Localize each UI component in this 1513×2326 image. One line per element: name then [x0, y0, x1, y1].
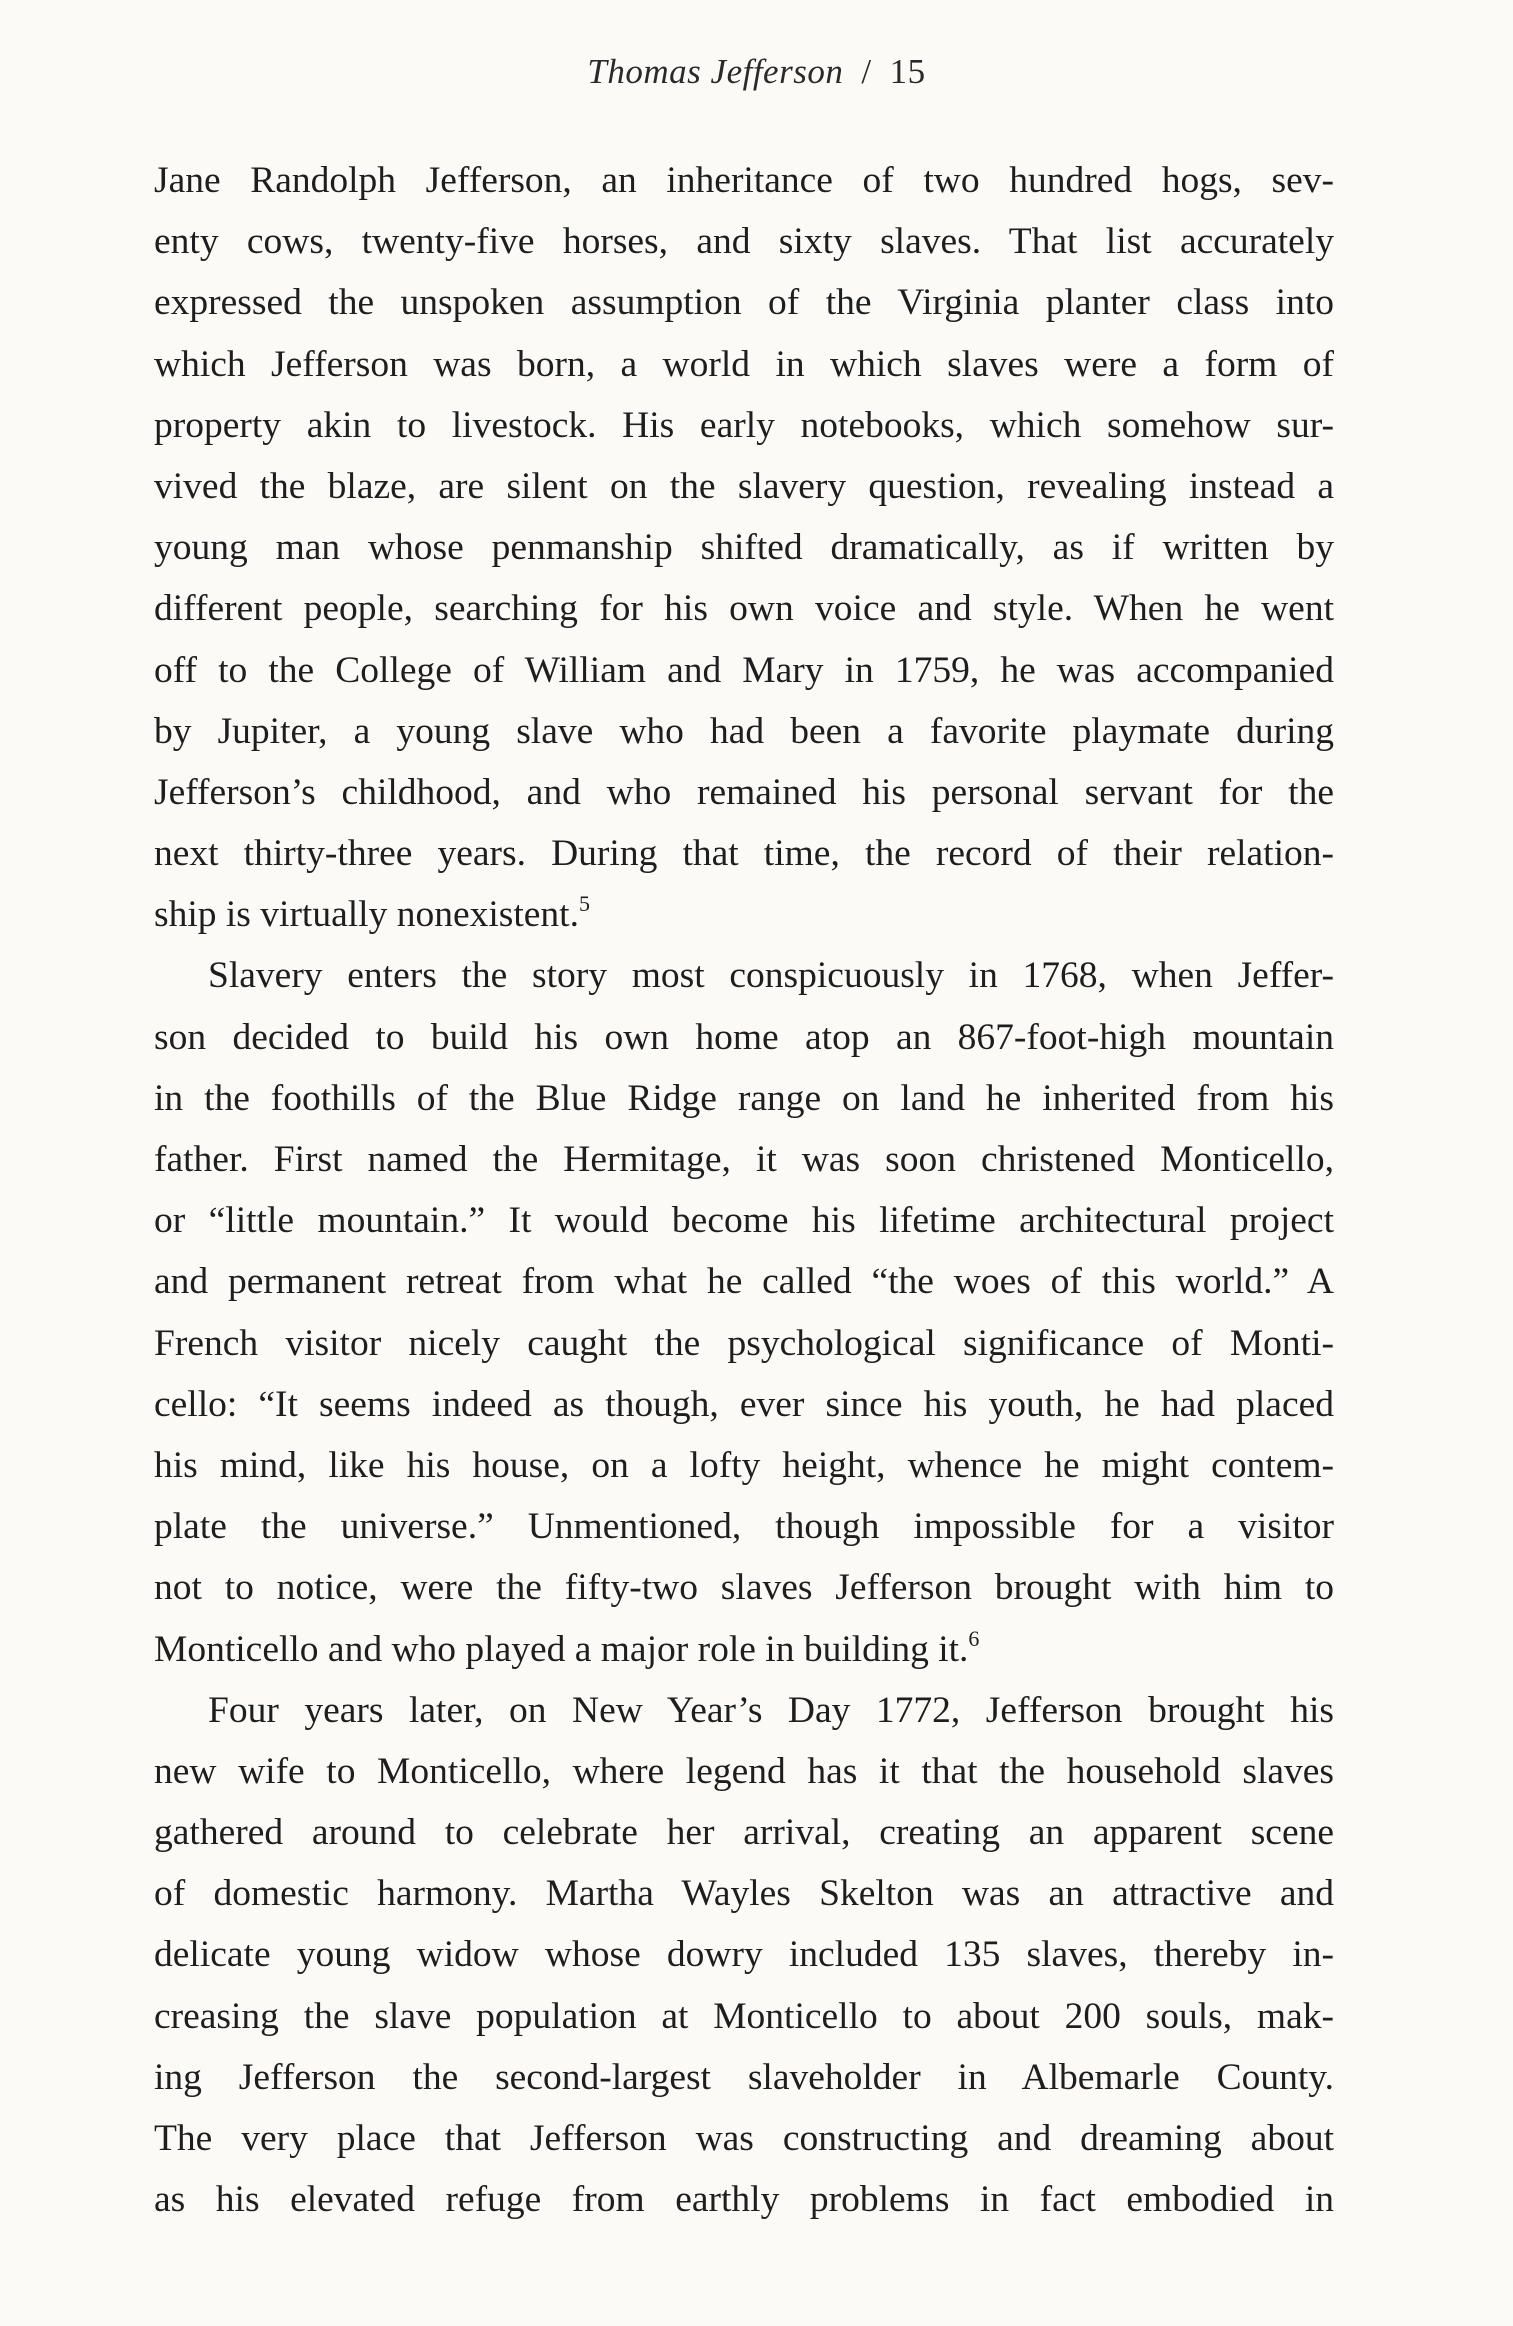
text-line: vived the blaze, are silent on the slavery question, revealing instead a [154, 465, 1334, 507]
text-line: next thirty-three years. During that time, the record of their relation- [154, 833, 1334, 875]
text-line-last [154, 1619, 1334, 1680]
text-line: cello: “It seems indeed as though, ever since his youth, he had placed [154, 1383, 1334, 1425]
text-line: as his elevated refuge from earthly problems in fact embodied in [154, 2179, 1334, 2221]
text-line-content: Monticello and who played a major role in building it. [154, 1628, 969, 1670]
text-line: young man whose penmanship shifted dramatically, as if written by [154, 527, 1334, 569]
text-line: Jefferson’s childhood, and who remained his personal servant for the [154, 771, 1334, 813]
text-line: new wife to Monticello, where legend has it that the household slaves [154, 1750, 1334, 1792]
text-line: of domestic harmony. Martha Wayles Skelton was an attractive and [154, 1873, 1334, 1915]
text-line: Four years later, on New Year’s Day 1772, Jefferson brought his [208, 1689, 1334, 1731]
text-line: in the foothills of the Blue Ridge range on land he inherited from his [154, 1077, 1334, 1119]
text-line: gathered around to celebrate her arrival, creating an apparent scene [154, 1812, 1334, 1854]
running-title: Thomas Jefferson [587, 52, 844, 91]
text-line: which Jefferson was born, a world in which slaves were a form of [154, 343, 1334, 385]
text-line: off to the College of William and Mary in 1759, he was accompanied [154, 649, 1334, 691]
running-header [0, 52, 1513, 92]
body-text [154, 150, 1334, 2230]
text-line: property akin to livestock. His early notebooks, which somehow sur- [154, 404, 1334, 446]
text-line: ing Jefferson the second-largest slaveholder in Albemarle County. [154, 2056, 1334, 2098]
text-line: Slavery enters the story most conspicuously in 1768, when Jeffer- [208, 955, 1334, 997]
text-line: delicate young widow whose dowry included 135 slaves, thereby in- [154, 1934, 1334, 1976]
text-line: father. First named the Hermitage, it was soon christened Monticello, [154, 1139, 1334, 1180]
footnote-marker: 5 [578, 891, 590, 917]
text-line: different people, searching for his own voice and style. When he went [154, 588, 1334, 630]
text-line: his mind, like his house, on a lofty height, whence he might contem- [154, 1444, 1334, 1486]
text-line: and permanent retreat from what he called “the woes of this world.” A [154, 1261, 1334, 1303]
text-line: by Jupiter, a young slave who had been a favorite playmate during [154, 710, 1334, 752]
text-line: enty cows, twenty-five horses, and sixty slaves. That list accurately [154, 221, 1334, 263]
footnote-marker: 6 [968, 1625, 980, 1651]
text-line-last [154, 884, 1334, 945]
text-line: expressed the unspoken assumption of the Virginia planter class into [154, 282, 1334, 324]
text-line: French visitor nicely caught the psychological significance of Monti- [154, 1322, 1334, 1364]
text-line: or “little mountain.” It would become his lifetime architectural project [154, 1200, 1334, 1242]
text-line: not to notice, were the fifty-two slaves Jefferson brought with him to [154, 1567, 1334, 1609]
text-line: The very place that Jefferson was constructing and dreaming about [154, 2118, 1334, 2159]
text-line: plate the universe.” Unmentioned, though impossible for a visitor [154, 1506, 1334, 1548]
text-line-content: ship is virtually nonexistent. [154, 894, 579, 936]
header-separator: / [861, 52, 872, 91]
text-line: Jane Randolph Jefferson, an inheritance of two hundred hogs, sev- [154, 160, 1334, 201]
text-line: son decided to build his own home atop an 867-foot-high mountain [154, 1016, 1334, 1058]
text-line: creasing the slave population at Monticello to about 200 souls, mak- [154, 1995, 1334, 2037]
page-number: 15 [889, 52, 926, 91]
